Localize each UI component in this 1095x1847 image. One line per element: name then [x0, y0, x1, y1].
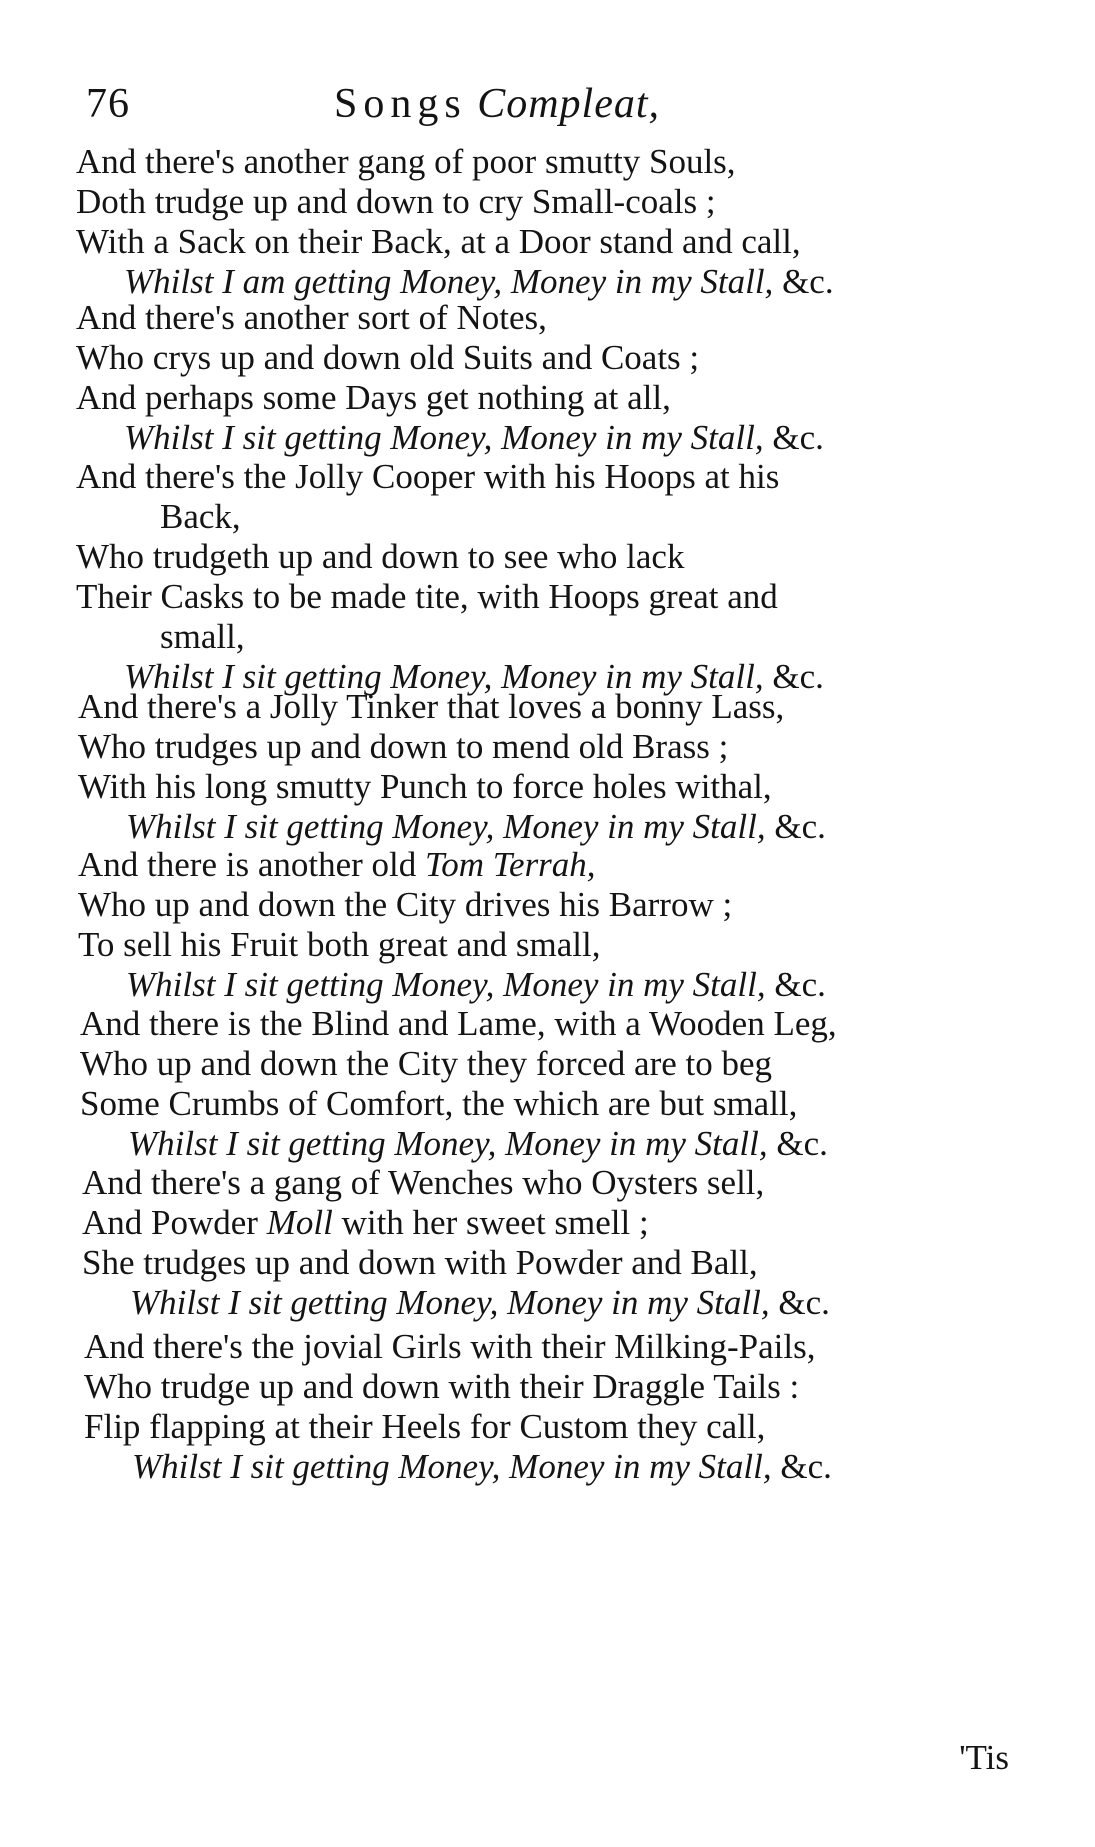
stanza-1	[76, 142, 1095, 302]
verse-line: Who trudges up and down to mend old Brass ;	[78, 727, 729, 766]
refrain-etc: &c.	[782, 262, 834, 301]
refrain-etc: &c.	[774, 965, 826, 1004]
refrain-etc: &c.	[772, 657, 824, 696]
verse-text: And there is another old	[78, 845, 425, 884]
stanza-2	[76, 298, 1095, 458]
stanza-7	[82, 1163, 1095, 1323]
refrain-text: Whilst I sit getting Money, Money in my Stall,	[124, 657, 764, 696]
refrain-text: Whilst I sit getting Money, Money in my Stall,	[130, 1283, 770, 1322]
verse-line: And perhaps some Days get nothing at all,	[76, 378, 671, 417]
verse-line: And there's the Jolly Cooper with his Hoops at his	[76, 457, 780, 496]
refrain-text: Whilst I sit getting Money, Money in my Stall,	[132, 1447, 772, 1486]
refrain-text: Whilst I sit getting Money, Money in my Stall,	[128, 1124, 768, 1163]
verse-text: And Powder	[82, 1203, 267, 1242]
verse-name-italic: Tom Terrah,	[425, 845, 596, 884]
verse-line: Some Crumbs of Comfort, the which are but small,	[80, 1084, 798, 1123]
stanza-5	[78, 845, 1095, 1005]
refrain-etc: &c.	[776, 1124, 828, 1163]
verse-line: And there's a gang of Wenches who Oysters sell,	[82, 1163, 765, 1202]
stanza-8	[84, 1327, 1095, 1487]
verse-line: With his long smutty Punch to force holes withal,	[78, 767, 772, 806]
running-head-songs: Songs	[334, 81, 467, 127]
running-head-compleat: Compleat,	[477, 81, 661, 127]
verse-line	[78, 845, 1095, 885]
refrain-text: Whilst I sit getting Money, Money in my Stall,	[126, 807, 766, 846]
verse-line: Who crys up and down old Suits and Coats ;	[76, 338, 700, 377]
refrain-etc: &c.	[772, 418, 824, 457]
stanza-3	[76, 457, 1095, 697]
verse-line: And there's a Jolly Tinker that loves a bonny Lass,	[78, 687, 785, 726]
refrain-line	[84, 1447, 1095, 1487]
running-head	[334, 80, 660, 128]
verse-line: Their Casks to be made tite, with Hoops great and	[76, 577, 778, 616]
verse-line: And there's another sort of Notes,	[76, 298, 547, 337]
verse-line: Who trudgeth up and down to see who lack	[76, 537, 685, 576]
verse-line: And there's another gang of poor smutty Souls,	[76, 142, 736, 181]
verse-name-italic: Moll	[266, 1203, 333, 1242]
page-number: 76	[86, 81, 130, 127]
verse-line: She trudges up and down with Powder and Ball,	[82, 1243, 758, 1282]
verse-line: Who up and down the City they forced are to beg	[80, 1044, 773, 1083]
refrain-text: Whilst I am getting Money, Money in my Stall,	[124, 262, 774, 301]
refrain-line	[80, 1124, 1095, 1164]
stanza-4	[78, 687, 1095, 847]
refrain-line	[78, 965, 1095, 1005]
verse-line-continuation: Back,	[160, 497, 241, 536]
verse-line: To sell his Fruit both great and small,	[78, 925, 601, 964]
verse-line: And there's the jovial Girls with their Milking-Pails,	[84, 1327, 816, 1366]
verse-line: Who trudge up and down with their Draggle Tails :	[84, 1367, 800, 1406]
verse-line: Flip flapping at their Heels for Custom they call,	[84, 1407, 766, 1446]
refrain-line	[76, 418, 1095, 458]
verse-line: And there is the Blind and Lame, with a Wooden Leg,	[80, 1004, 837, 1043]
verse-line-continuation: small,	[160, 617, 245, 656]
refrain-line	[82, 1283, 1095, 1323]
refrain-line	[78, 807, 1095, 847]
verse-text: with her sweet smell ;	[332, 1203, 649, 1242]
refrain-text: Whilst I sit getting Money, Money in my Stall,	[124, 418, 764, 457]
verse-line: Who up and down the City drives his Barrow ;	[78, 885, 733, 924]
refrain-etc: &c.	[778, 1283, 830, 1322]
refrain-line	[76, 262, 1095, 302]
verse-line: Doth trudge up and down to cry Small-coals ;	[76, 182, 716, 221]
stanza-6	[80, 1004, 1095, 1164]
refrain-etc: &c.	[780, 1447, 832, 1486]
page-header	[86, 80, 986, 140]
verse-line: With a Sack on their Back, at a Door stand and call,	[76, 222, 801, 261]
verse-line	[82, 1203, 1095, 1243]
refrain-text: Whilst I sit getting Money, Money in my Stall,	[126, 965, 766, 1004]
refrain-etc: &c.	[774, 807, 826, 846]
catchword: 'Tis	[959, 1738, 1009, 1777]
